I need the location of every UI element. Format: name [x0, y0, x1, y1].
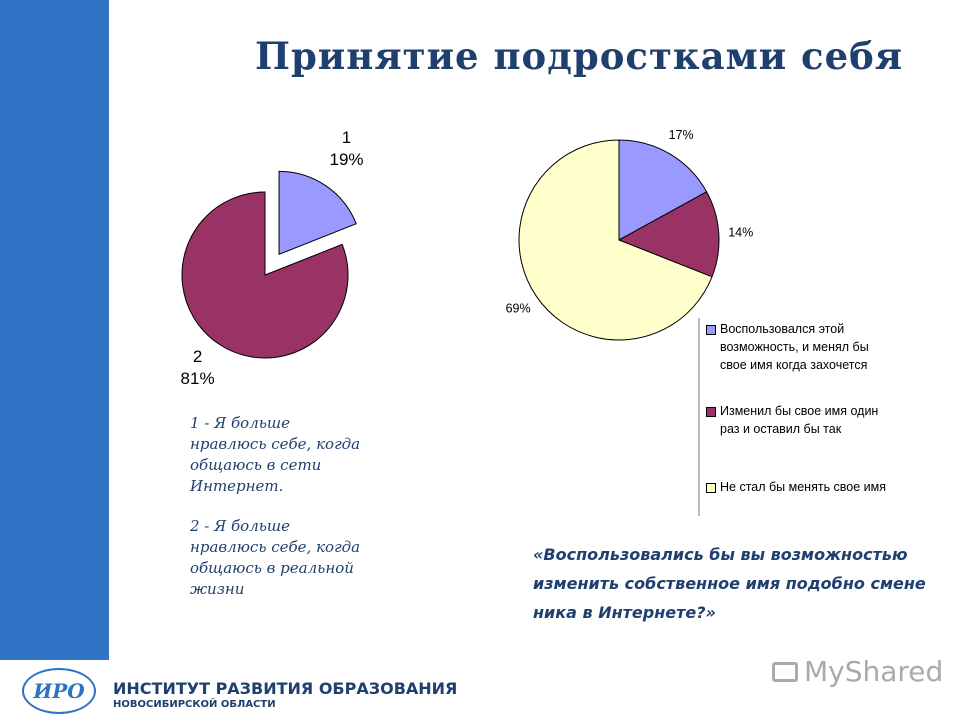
caption-item-1: 1 - Я больше нравлюсь себе, когда общаюсь в сети Интернет.	[190, 414, 361, 495]
pie1-percent-label-2: 81%	[180, 369, 215, 389]
institute-name: ИНСТИТУТ РАЗВИТИЯ ОБРАЗОВАНИЯ	[113, 679, 458, 698]
watermark	[772, 655, 943, 688]
pie2-percent-label-3: 69%	[505, 301, 531, 316]
survey-question: «Воспользовались бы вы возможностью изменить собственное имя подобно смене ника в Интернете?»	[533, 545, 926, 622]
institute-logo: ИРО	[22, 668, 96, 714]
legend-label-1: Воспользовался этой возможность, и менял бы свое имя когда захочется	[720, 322, 869, 372]
pie-chart-2-legend	[698, 318, 900, 516]
legend-swatch-2	[706, 407, 716, 417]
legend-label-3: Не стал бы менять свое имя	[720, 480, 887, 494]
legend-swatch-3	[706, 483, 716, 493]
legend-item-3	[706, 478, 896, 496]
institute-region: НОВОСИБИРСКОЙ ОБЛАСТИ	[113, 699, 276, 710]
watermark-text: MyShared	[804, 655, 944, 688]
legend-swatch-1	[706, 325, 716, 335]
pie2-percent-label-2: 14%	[728, 225, 754, 240]
pie1-slice-1	[279, 171, 356, 254]
pie1-category-label-1: 1	[341, 128, 352, 148]
monitor-icon	[772, 662, 798, 682]
pie-chart-1	[182, 171, 356, 358]
legend-item-1	[706, 320, 896, 374]
pie-chart-2	[519, 140, 719, 340]
pie2-percent-label-1: 17%	[668, 127, 694, 142]
caption-item-2: 2 - Я больше нравлюсь себе, когда общаюсь в реальной жизни	[190, 517, 361, 598]
pie1-category-label-2: 2	[192, 347, 203, 367]
legend-label-2: Изменил бы свое имя один раз и оставил бы так	[720, 404, 879, 436]
slide-title: Принятие подростками себя	[255, 34, 904, 78]
pie1-percent-label-1: 19%	[329, 150, 364, 170]
legend-item-2	[706, 402, 896, 438]
